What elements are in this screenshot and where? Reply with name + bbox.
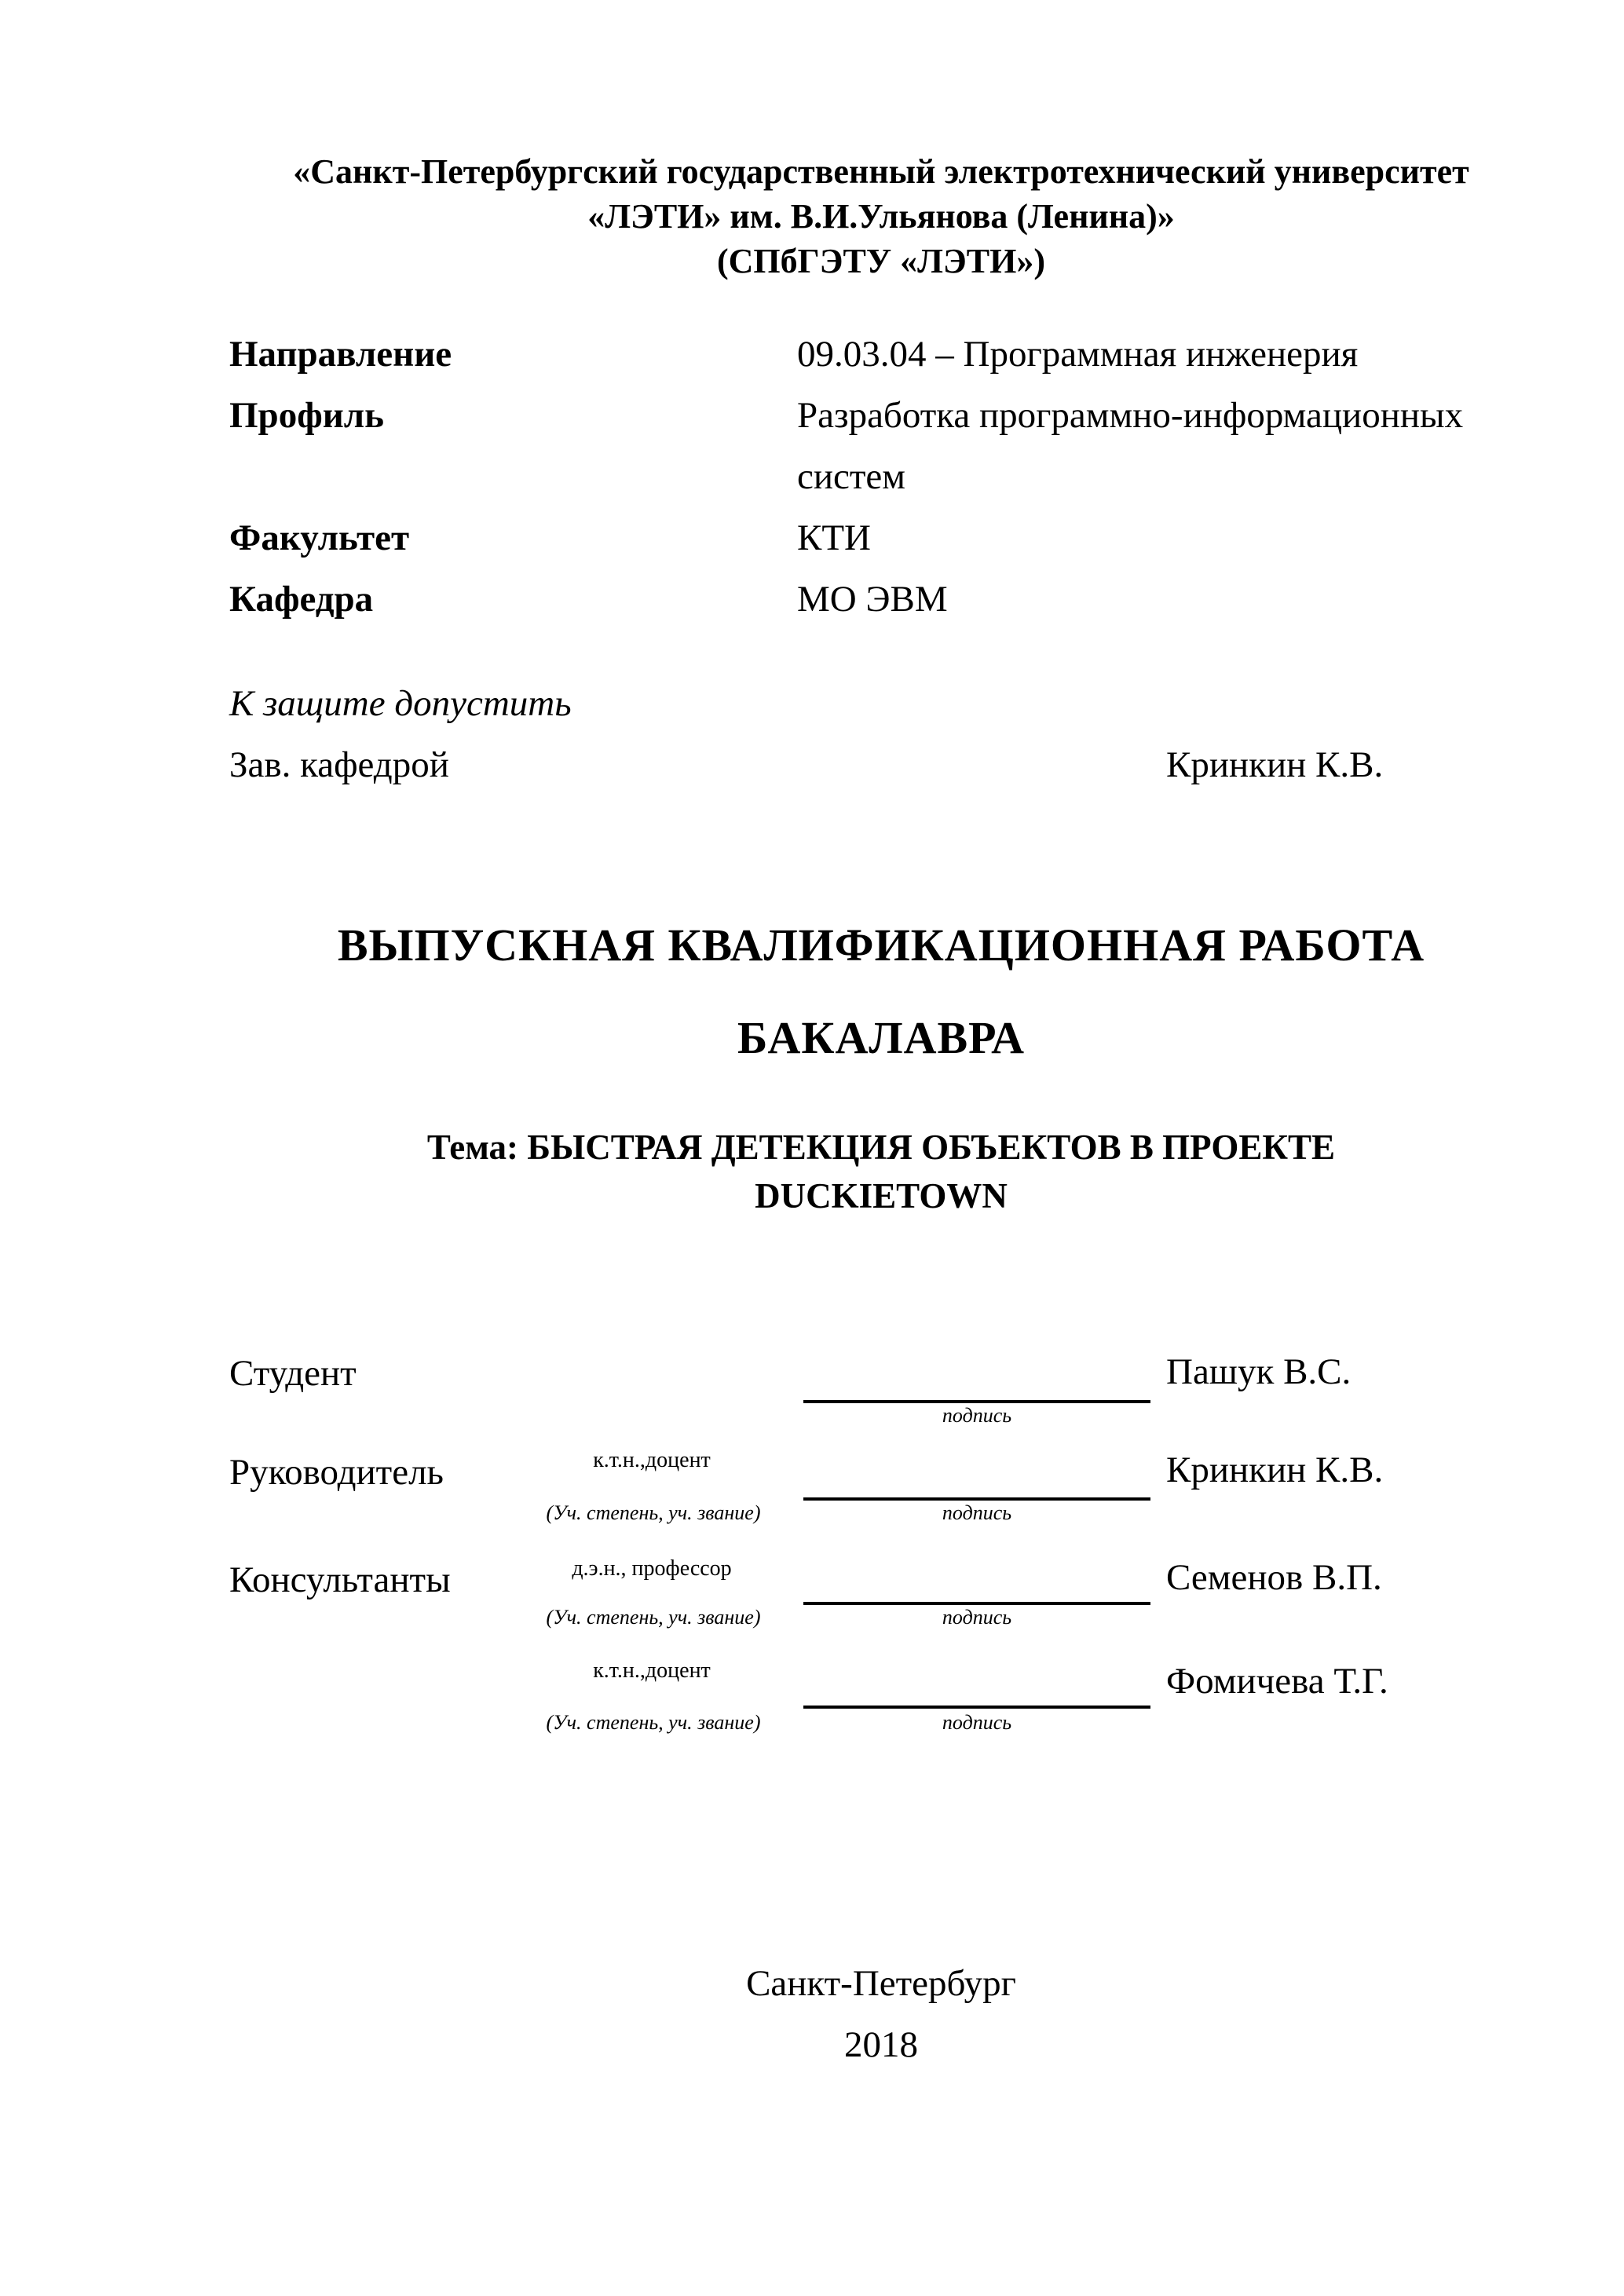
work-title-line-2: БАКАЛАВРА — [737, 1012, 1026, 1063]
head-of-department-row — [229, 734, 1533, 795]
degree-caption: (Уч. степень, уч. звание) — [546, 1606, 761, 1629]
field-value-direction: 09.03.04 – Программная инженерия — [797, 334, 1359, 375]
degree-caption: (Уч. степень, уч. звание) — [546, 1711, 761, 1734]
field-value-profile: Разработка программно-информационных систем — [797, 395, 1464, 497]
work-title — [229, 899, 1533, 1084]
signatory-name-consultant-1: Семенов В.П. — [1166, 1557, 1382, 1598]
admission-block — [229, 673, 1533, 795]
degree-caption: (Уч. степень, уч. звание) — [546, 1501, 761, 1524]
footer-block — [229, 1953, 1533, 2075]
degree-label-consultant-1: д.э.н., профессор — [572, 1556, 732, 1581]
university-header — [229, 149, 1533, 283]
field-label-faculty: Факультет — [229, 517, 410, 558]
university-header-line-2: «ЛЭТИ» им. В.И.Ульянова (Ленина)» — [587, 197, 1175, 236]
field-value-faculty: КТИ — [797, 517, 871, 558]
head-of-department-label: Зав. кафедрой — [229, 744, 449, 785]
signature-line — [803, 1497, 1150, 1501]
signature-role-consultants: Консультанты — [229, 1559, 451, 1600]
signature-line — [803, 1602, 1150, 1605]
signature-caption: подпись — [942, 1606, 1012, 1629]
admission-note: К защите допустить — [229, 683, 572, 724]
field-label-profile: Профиль — [229, 395, 385, 436]
field-label-direction: Направление — [229, 334, 452, 375]
field-row-faculty — [229, 507, 1533, 569]
thesis-theme-line-1: Тема: БЫСТРАЯ ДЕТЕКЦИЯ ОБЪЕКТОВ В ПРОЕКТЕ — [426, 1128, 1336, 1167]
field-row-direction — [229, 324, 1533, 385]
signature-role-student: Студент — [229, 1353, 357, 1394]
signature-caption: подпись — [942, 1404, 1012, 1427]
degree-label-supervisor: к.т.н.,доцент — [593, 1448, 711, 1472]
field-row-department — [229, 569, 1533, 630]
signatory-name-student: Пашук В.С. — [1166, 1351, 1352, 1392]
thesis-theme — [371, 1123, 1392, 1220]
signature-line — [803, 1706, 1150, 1709]
signature-caption: подпись — [942, 1501, 1012, 1524]
signature-caption: подпись — [942, 1711, 1012, 1734]
field-value-department: МО ЭВМ — [797, 579, 948, 620]
signatory-name-consultant-2: Фомичева Т.Г. — [1166, 1661, 1388, 1702]
work-title-line-1: ВЫПУСКНАЯ КВАЛИФИКАЦИОННАЯ РАБОТА — [337, 919, 1425, 971]
signature-line — [803, 1400, 1150, 1403]
field-row-profile — [229, 385, 1533, 507]
signatory-name-supervisor: Кринкин К.В. — [1166, 1450, 1384, 1490]
field-label-department: Кафедра — [229, 579, 374, 620]
thesis-theme-line-2: DUCKIETOWN — [755, 1176, 1008, 1216]
footer-year: 2018 — [844, 2024, 918, 2065]
footer-city: Санкт-Петербург — [746, 1963, 1016, 2004]
program-fields — [229, 324, 1533, 630]
signature-table — [229, 1335, 1533, 1743]
degree-label-consultant-2: к.т.н.,доцент — [593, 1658, 711, 1683]
university-header-line-1: «Санкт-Петербургский государственный электротехнический университет — [293, 152, 1469, 191]
university-header-line-3: (СПбГЭТУ «ЛЭТИ») — [717, 242, 1045, 280]
head-of-department-name: Кринкин К.В. — [1166, 744, 1384, 785]
signature-role-supervisor: Руководитель — [229, 1452, 444, 1493]
